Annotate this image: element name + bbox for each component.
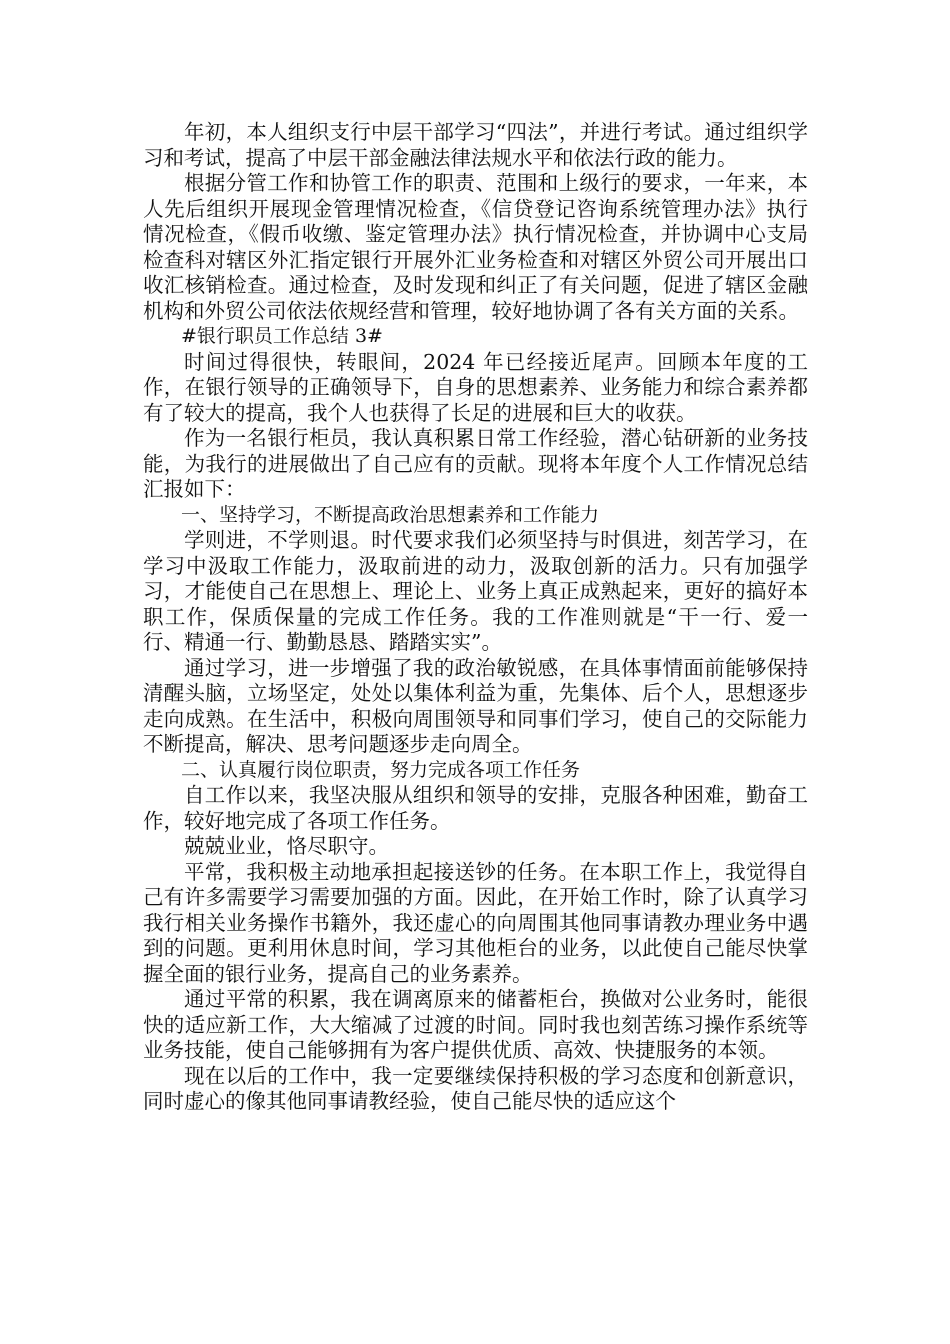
section-heading: 二、认真履行岗位职责，努力完成各项工作任务 (181, 758, 581, 781)
paragraph: 学则进，不学则退。时代要求我们必须坚持与时俱进，刻苦学习，在学习中汲取工作能力，汲取前进的动力，汲取创新的活力。只有加强学习，才能使自己在思想上、理论上、业务上真正成熟起来，更好的搞好本职工作，保质保量的完成工作任务。我的工作准则就是“干一行、爱一行、精通一行、勤勤恳恳、踏踏实实”。 (143, 528, 808, 654)
section-heading: 一、坚持学习，不断提高政治思想素养和工作能力 (181, 503, 600, 526)
paragraph: 自工作以来，我坚决服从组织和领导的安排，克服各种困难，勤奋工作，较好地完成了各项工作任务。 (143, 783, 808, 833)
paragraph: 通过平常的积累，我在调离原来的储蓄柜台，换做对公业务时，能很快的适应新工作，大大缩减了过渡的时间。同时我也刻苦练习操作系统等业务技能，使自己能够拥有为客户提供优质、高效、快捷服务的本领。 (143, 987, 808, 1062)
paragraph: 年初，本人组织支行中层干部学习“四法”，并进行考试。通过组织学习和考试，提高了中层干部金融法律法规水平和依法行政的能力。 (143, 120, 808, 170)
paragraph: 兢兢业业，恪尽职守。 (184, 834, 389, 858)
section-heading: #银行职员工作总结 3# (181, 325, 383, 347)
paragraph: 作为一名银行柜员，我认真积累日常工作经验，潜心钻研新的业务技能，为我行的进展做出了自己应有的贡献。现将本年度个人工作情况总结汇报如下： (143, 426, 808, 501)
document-body (143, 120, 808, 1115)
paragraph: 时间过得很快，转眼间，2024 年已经接近尾声。回顾本年度的工作，在银行领导的正确领导下，自身的思想素养、业务能力和综合素养都有了较大的提高，我个人也获得了长足的进展和巨大的收获。 (143, 349, 808, 425)
paragraph: 平常，我积极主动地承担起接送钞的任务。在本职工作上，我觉得自己有许多需要学习需要加强的方面。因此，在开始工作时，除了认真学习我行相关业务操作书籍外，我还虚心的向周围其他同事请教办理业务中遇到的问题。更利用休息时间，学习其他柜台的业务，以此使自己能尽快掌握全面的银行业务，提高自己的业务素养。 (143, 859, 808, 986)
paragraph: 根据分管工作和协管工作的职责、范围和上级行的要求，一年来，本人先后组织开展现金管理情况检查，《信贷登记咨询系统管理办法》执行情况检查，《假币收缴、鉴定管理办法》执行情况检查，并协调中心支局检查科对辖区外汇指定银行开展外汇业务检查和对辖区外贸公司开展出口收汇核销检查。通过检查，及时发现和纠正了有关问题，促进了辖区金融机构和外贸公司依法依规经营和管理，较好地协调了各有关方面的关系。 (143, 171, 808, 323)
paragraph: 现在以后的工作中，我一定要继续保持积极的学习态度和创新意识，同时虚心的像其他同事请教经验，使自己能尽快的适应这个 (143, 1063, 808, 1113)
paragraph: 通过学习，进一步增强了我的政治敏锐感，在具体事情面前能够保持清醒头脑，立场坚定，处处以集体利益为重，先集体、后个人，思想逐步走向成熟。在生活中，积极向周围领导和同事们学习，使自己的交际能力不断提高，解决、思考问题逐步走向周全。 (143, 655, 808, 756)
